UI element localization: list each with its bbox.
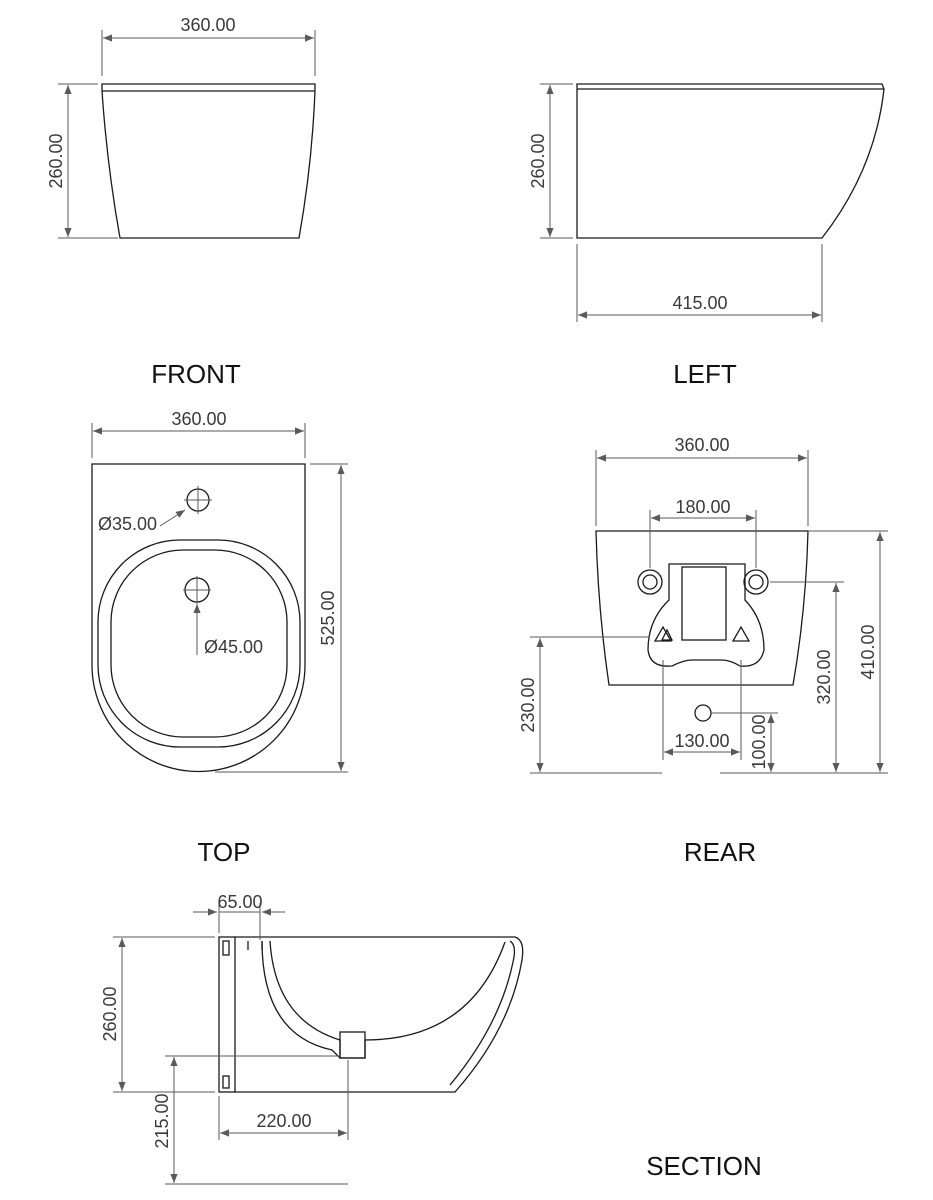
rear-drain-offset-label: 230.00 xyxy=(518,677,538,733)
left-view xyxy=(528,84,884,389)
rear-height-label: 410.00 xyxy=(858,624,878,680)
front-height-label: 260.00 xyxy=(46,133,66,189)
left-depth-label: 415.00 xyxy=(672,293,728,313)
section-view-title: SECTION xyxy=(646,1151,762,1181)
section-drain-distance-label: 220.00 xyxy=(256,1111,312,1131)
fixing-hole-right xyxy=(744,570,768,594)
section-body-outline xyxy=(235,937,523,1092)
front-view-title: FRONT xyxy=(151,359,241,389)
top-view xyxy=(92,409,348,867)
rear-outline xyxy=(596,531,808,685)
rear-inlet-recess xyxy=(648,564,764,666)
left-height-label: 260.00 xyxy=(528,133,548,189)
top-view-title: TOP xyxy=(197,837,251,867)
front-outline xyxy=(102,84,315,238)
rear-drain-hole xyxy=(695,705,711,721)
rear-width-label: 360.00 xyxy=(674,435,730,455)
section-floor-height-label: 215.00 xyxy=(152,1093,172,1149)
section-back-wall xyxy=(219,937,235,1092)
rear-drain-spacing-label: 130.00 xyxy=(674,731,730,751)
top-width-label: 360.00 xyxy=(171,409,227,429)
front-width-label: 360.00 xyxy=(180,15,236,35)
rear-drain-height-label: 100.00 xyxy=(749,714,769,770)
top-bowl-outline xyxy=(98,540,300,747)
section-height-label: 260.00 xyxy=(100,986,120,1042)
section-wall-gap-label: 65.00 xyxy=(217,892,263,912)
fixing-hole-left xyxy=(638,570,662,594)
rear-fixing-height-label: 320.00 xyxy=(814,649,834,705)
section-view xyxy=(100,892,762,1184)
rear-view xyxy=(518,435,888,867)
rear-fixing-spacing-label: 180.00 xyxy=(675,497,731,517)
rear-triangle-right xyxy=(733,627,749,641)
tap-hole-label: Ø35.00 xyxy=(98,514,158,534)
top-length-label: 525.00 xyxy=(318,590,338,646)
drain-hole-label: Ø45.00 xyxy=(204,637,264,657)
left-view-title: LEFT xyxy=(673,359,737,389)
front-view xyxy=(46,15,315,389)
left-outline xyxy=(577,84,884,238)
rear-view-title: REAR xyxy=(683,837,757,867)
